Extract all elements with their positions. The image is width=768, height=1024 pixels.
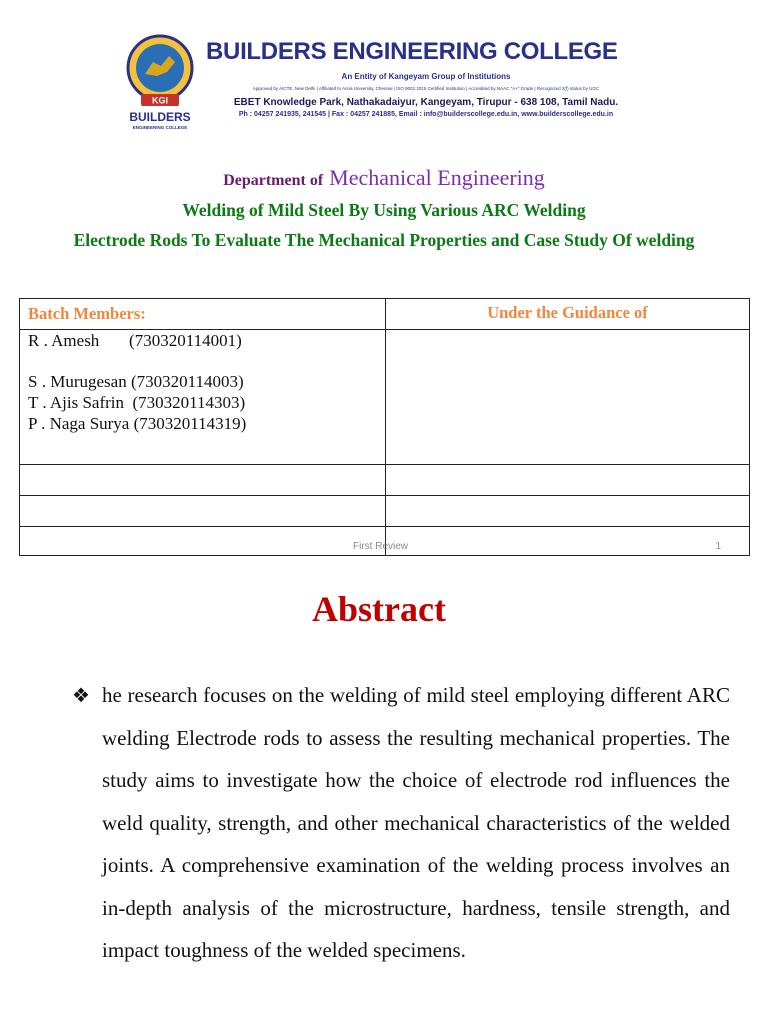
- college-header: [118, 28, 658, 136]
- team-table: [19, 298, 750, 556]
- empty-cell: [386, 496, 750, 527]
- batch-members-header: Batch Members:: [20, 299, 386, 330]
- college-logo: [123, 32, 197, 132]
- guidance-header: Under the Guidance of: [386, 299, 750, 330]
- empty-row: [20, 496, 750, 527]
- project-title-line-1: Welding of Mild Steel By Using Various ARC Welding: [182, 200, 586, 220]
- logo-subname: ENGINEERING COLLEGE: [132, 125, 188, 130]
- college-contact: Ph : 04257 241935, 241545 | Fax : 04257 241885, Email : info@builderscollege.edu.in, www.builderscollege.edu.in: [238, 111, 614, 118]
- department-prefix: Department of: [223, 172, 324, 189]
- college-entity: An Entity of Kangeyam Group of Institutions: [341, 72, 511, 81]
- table-header-row: [20, 299, 750, 330]
- footer-cell: [386, 527, 750, 556]
- page-number: 1: [715, 541, 721, 552]
- guide-cell: [386, 330, 750, 465]
- abstract-heading: Abstract: [312, 589, 446, 629]
- college-name: BUILDERS ENGINEERING COLLEGE: [206, 38, 618, 65]
- member-item: T . Ajis Safrin (730320114303): [28, 393, 246, 412]
- review-label: First Review: [353, 541, 409, 552]
- member-item: P . Naga Surya (730320114319): [28, 414, 247, 433]
- abstract-paragraph: he research focuses on the welding of mild steel employing different ARC welding Electrode rods to assess the resulting mechanical properties. The study aims to investigate how the choice of electrode rod influences the weld quality, strength, and other mechanical characteristics of the welded joints. A comprehensive examination of the welding process involves an in-depth analysis of the microstructure, hardness, tensile strength, and impact toughness of the welded specimens.: [102, 683, 730, 962]
- diamond-bullet-icon: ❖: [72, 685, 90, 707]
- member-item: S . Murugesan (730320114003): [28, 372, 244, 391]
- college-address: EBET Knowledge Park, Nathakadaiyur, Kangeyam, Tirupur - 638 108, Tamil Nadu.: [233, 97, 619, 108]
- project-title-line-2: Electrode Rods To Evaluate The Mechanical Properties and Case Study Of welding: [73, 230, 695, 250]
- department-line: [0, 165, 768, 191]
- footer-row: [20, 527, 750, 556]
- members-cell: [20, 330, 386, 465]
- footer-cell: [20, 527, 409, 556]
- empty-cell: [20, 496, 386, 527]
- empty-row: [20, 465, 750, 496]
- logo-badge: KGI: [151, 95, 169, 106]
- empty-cell: [20, 465, 386, 496]
- college-approval: Approved by AICTE, New Delhi | Affiliated to Anna University, Chennai | ISO 9001:2015 Certified Institution | Accredited by NAAC "A+" Grade | Recognized 2(f) status by UGC: [252, 86, 600, 91]
- logo-name: BUILDERS: [129, 110, 191, 124]
- empty-cell: [386, 465, 750, 496]
- member-item: R . Amesh (730320114001): [28, 331, 242, 350]
- department-name: Mechanical Engineering: [329, 165, 545, 190]
- members-row: [20, 330, 750, 465]
